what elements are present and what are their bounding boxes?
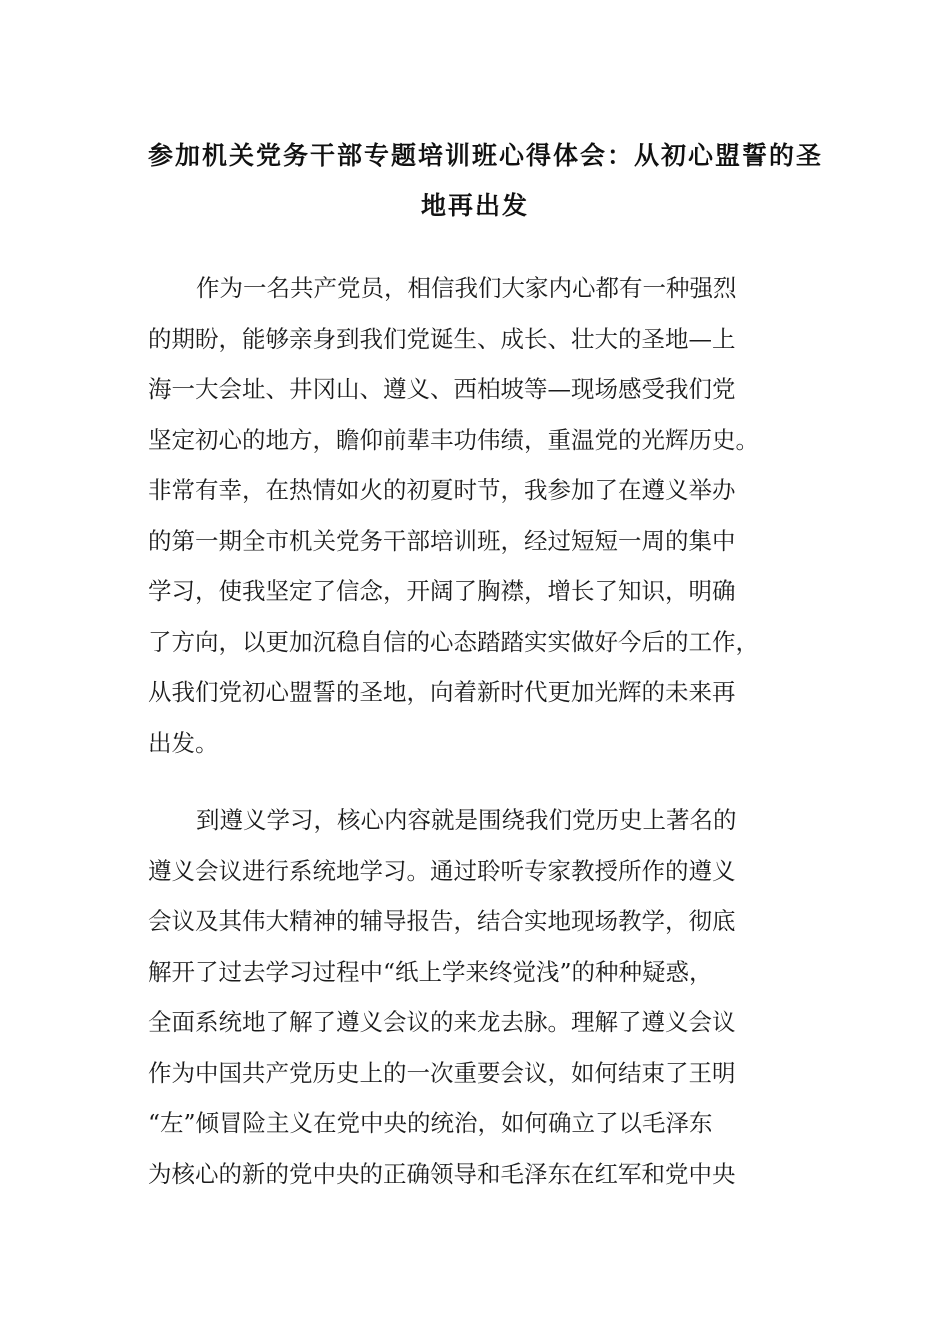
paragraph-line: 的期盼，能够亲身到我们党诞生、成长、壮大的圣地—上	[148, 324, 736, 353]
paragraph-line: 遵义会议进行系统地学习。通过聆听专家教授所作的遵义	[148, 856, 736, 885]
paragraph-2	[148, 795, 802, 1199]
paragraph-line: 作为中国共产党历史上的一次重要会议，如何结束了王明	[148, 1058, 736, 1087]
paragraph-line: 非常有幸，在热情如火的初夏时节，我参加了在遵义举办	[148, 476, 736, 504]
paragraph-line: 解开了过去学习过程中“纸上学来终觉浅”的种种疑惑，	[148, 957, 713, 986]
paragraph-line: 了方向，以更加沉稳自信的心态踏踏实实做好今后的工作，	[148, 627, 759, 656]
paragraph-line: 作为一名共产党员，相信我们大家内心都有一种强烈	[196, 274, 737, 302]
paragraph-line: 的第一期全市机关党务干部培训班，经过短短一周的集中	[148, 526, 736, 555]
paragraph-line: 为核心的新的党中央的正确领导和毛泽东在红军和党中央	[148, 1159, 736, 1188]
paragraph-line: 全面系统地了解了遵义会议的来龙去脉。理解了遵义会议	[148, 1008, 736, 1036]
title-line: 地再出发	[420, 191, 529, 220]
document-title	[148, 131, 824, 231]
paragraph-line: 学习，使我坚定了信念，开阔了胸襟，增长了知识，明确	[148, 577, 736, 605]
paragraph-line: 出发。	[148, 728, 219, 757]
paragraph-line: 会议及其伟大精神的辅导报告，结合实地现场教学，彻底	[148, 907, 736, 935]
paragraph-line: 海一大会址、井冈山、遵义、西柏坡等—现场感受我们党	[148, 375, 736, 403]
paragraph-line: 到遵义学习，核心内容就是围绕我们党历史上著名的	[196, 806, 737, 834]
paragraph-line: 坚定初心的地方，瞻仰前辈丰功伟绩，重温党的光辉历史。	[148, 425, 759, 454]
paragraph-line: 从我们党初心盟誓的圣地，向着新时代更加光辉的未来再	[148, 678, 736, 706]
title-line: 参加机关党务干部专题培训班心得体会：从初心盟誓的圣	[148, 141, 824, 170]
paragraph-1	[148, 263, 802, 768]
paragraph-line: “左”倾冒险主义在党中央的统治，如何确立了以毛泽东	[148, 1109, 713, 1137]
